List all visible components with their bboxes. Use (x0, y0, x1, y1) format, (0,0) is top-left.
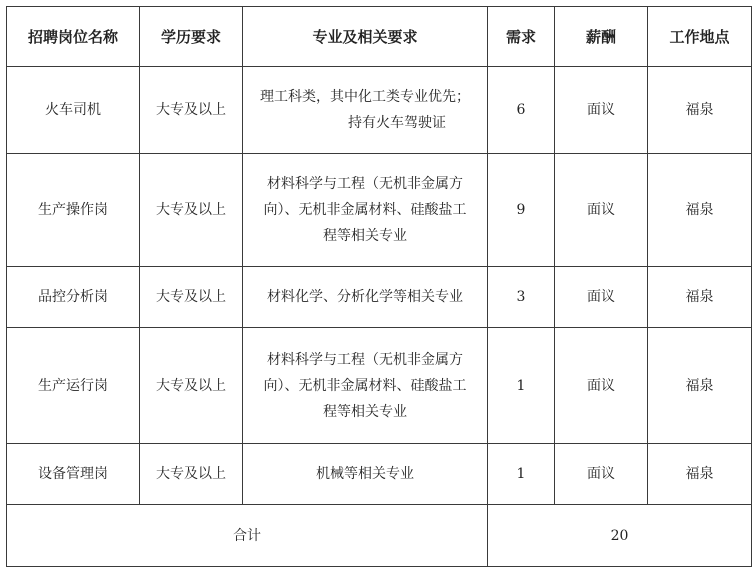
cell-demand: 9 (488, 154, 555, 267)
major-line: 向）、无机非金属材料、硅酸盐工 (263, 202, 467, 218)
cell-education: 大专及以上 (140, 328, 243, 444)
cell-demand: 3 (488, 267, 555, 328)
table-row (7, 444, 752, 505)
major-line: 机械等相关专业 (316, 466, 414, 482)
header-location: 工作地点 (648, 7, 752, 67)
cell-position: 品控分析岗 (7, 267, 140, 328)
cell-major (243, 328, 488, 444)
table-row (7, 267, 752, 328)
major-line: 材料科学与工程（无机非金属方 (267, 176, 463, 192)
table-row (7, 67, 752, 154)
cell-demand: 6 (488, 67, 555, 154)
major-line: 材料化学、分析化学等相关专业 (267, 289, 463, 305)
cell-major (243, 67, 488, 154)
cell-salary: 面议 (555, 328, 648, 444)
cell-salary: 面议 (555, 154, 648, 267)
cell-position: 生产操作岗 (7, 154, 140, 267)
cell-position: 火车司机 (7, 67, 140, 154)
cell-location: 福泉 (648, 154, 752, 267)
major-line: 程等相关专业 (323, 228, 407, 244)
cell-education: 大专及以上 (140, 67, 243, 154)
cell-education: 大专及以上 (140, 444, 243, 505)
cell-location: 福泉 (648, 328, 752, 444)
header-major: 专业及相关要求 (243, 7, 488, 67)
total-row (7, 505, 752, 567)
header-demand: 需求 (488, 7, 555, 67)
cell-salary: 面议 (555, 444, 648, 505)
cell-salary: 面议 (555, 267, 648, 328)
cell-salary: 面议 (555, 67, 648, 154)
cell-position: 生产运行岗 (7, 328, 140, 444)
cell-location: 福泉 (648, 267, 752, 328)
major-line: 持有火车驾驶证 (348, 115, 446, 131)
table-header-row (7, 7, 752, 67)
cell-education: 大专及以上 (140, 267, 243, 328)
cell-location: 福泉 (648, 67, 752, 154)
major-line: 理工科类，其中化工类专业优先； (260, 89, 470, 105)
major-line: 材料科学与工程（无机非金属方 (267, 351, 463, 368)
cell-position: 设备管理岗 (7, 444, 140, 505)
total-label: 合计 (7, 505, 488, 567)
cell-demand: 1 (488, 444, 555, 505)
header-salary: 薪酬 (555, 7, 648, 67)
recruitment-table (6, 6, 752, 567)
major-line: 向）、无机非金属材料、硅酸盐工 (263, 377, 467, 394)
table-row (7, 328, 752, 444)
total-value: 20 (488, 505, 752, 567)
header-education: 学历要求 (140, 7, 243, 67)
table-row (7, 154, 752, 267)
header-position: 招聘岗位名称 (7, 7, 140, 67)
major-line: 程等相关专业 (323, 403, 407, 420)
cell-education: 大专及以上 (140, 154, 243, 267)
cell-major (243, 267, 488, 328)
cell-demand: 1 (488, 328, 555, 444)
cell-major (243, 444, 488, 505)
cell-location: 福泉 (648, 444, 752, 505)
cell-major (243, 154, 488, 267)
